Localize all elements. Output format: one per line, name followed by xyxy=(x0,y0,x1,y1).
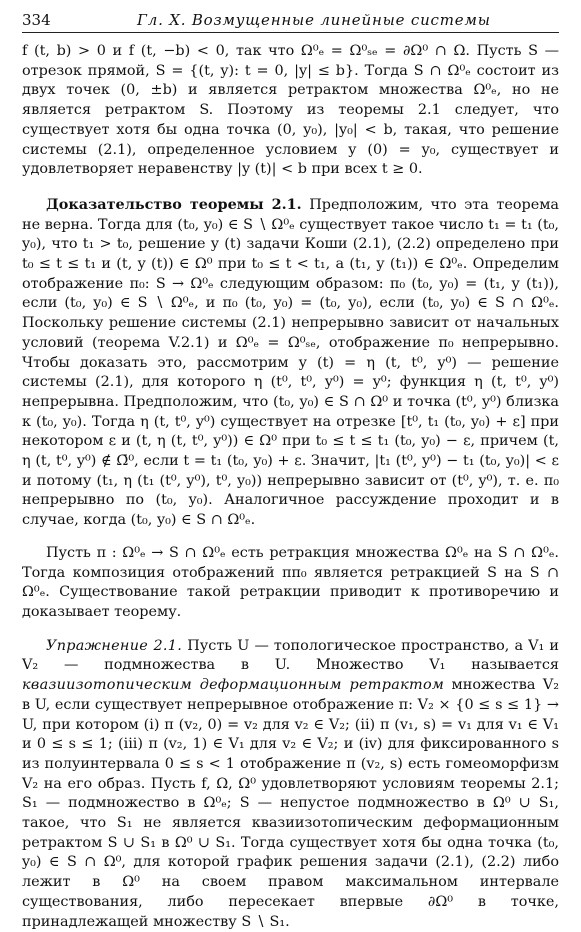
paragraph-exercise xyxy=(22,637,559,932)
exercise-heading: Упражнение 2.1. xyxy=(46,637,183,654)
page-body xyxy=(22,42,559,932)
page-header xyxy=(22,8,559,33)
page-number: 334 xyxy=(22,11,51,29)
exercise-term: квазиизотопическим деформационным ретрактом xyxy=(22,677,445,694)
paragraph-conclusion: Пусть π : Ω⁰ₑ → S ∩ Ω⁰ₑ есть ретракция множества Ω⁰ₑ на S ∩ Ω⁰ₑ. Тогда композиция отображений ππ₀ является ретракцией S на S ∩ Ω⁰ₑ. Существование такой ретракции приводит к противоречию и доказывает теорему. xyxy=(22,544,559,620)
exercise-text-a: Пусть U — топологическое пространство, а V₁ и V₂ — подмножества в U. Множество V₁ называется xyxy=(22,637,559,674)
exercise-text-b: множества V₂ в U, если существует непрерывное отображение π: V₂ × {0 ≤ s ≤ 1} → U, при котором (i) π (v₂, 0) = v₂ для v₂ ∈ V₂; (ii) π (v₁, s) = v₁ для v₁ ∈ V₁ и 0 ≤ s ≤ 1; (iii) π (v₂, 1) ∈ V₁ для v₂ ∈ V₂; и (iv) для фиксированного s из полуинтервала 0 ≤ s < 1 отображение π (v₂, s) есть гомеоморфизм V₂ на его образ. Пусть f, Ω, Ω⁰ удовлетворяют условиям теоремы 2.1; S₁ — подмножество в Ω⁰ₑ; S — непустое подмножество в Ω⁰ ∪ S₁, такое, что S₁ не является квазиизотопическим деформационным ретрактом S ∪ S₁ в Ω⁰ ∪ S₁. Тогда существует хотя бы одна точка (t₀, y₀) ∈ S ∩ Ω⁰, для которой график решения задачи (2.1), (2.2) либо лежит в Ω⁰ на своем правом максимальном интервале существования, либо пересекает впервые ∂Ω⁰ в точке, принадлежащей множеству S ∖ S₁. xyxy=(22,677,559,930)
proof-text: Предположим, что эта теорема не верна. Тогда для (t₀, y₀) ∈ S ∖ Ω⁰ₑ существует такое число t₁ = t₁ (t₀, y₀), что t₁ > t₀, решение y (t) задачи Коши (2.1), (2.2) определено при t₀ ≤ t ≤ t₁ и (t, y (t)) ∈ Ω⁰ при t₀ ≤ t < t₁, а (t₁, y (t₁)) ∈ Ω⁰ₑ. Определим отображение π₀: S → Ω⁰ₑ следующим образом: π₀ (t₀, y₀) = (t₁, y (t₁)), если (t₀, y₀) ∈ S ∖ Ω⁰ₑ, и π₀ (t₀, y₀) = (t₀, y₀), если (t₀, y₀) ∈ S ∩ Ω⁰ₑ. Поскольку решение системы (2.1) непрерывно зависит от начальных условий (теорема V.2.1) и Ω⁰ₑ = Ω⁰ₛₑ, отображение π₀ непрерывно. Чтобы доказать это, рассмотрим y (t) = η (t, t⁰, y⁰) — решение системы (2.1), для которого η (t⁰, t⁰, y⁰) = y⁰; функция η (t, t⁰, y⁰) непрерывна. Предположим, что (t₀, y₀) ∈ S ∩ Ω⁰ и точка (t⁰, y⁰) близка к (t₀, y₀). Тогда η (t, t⁰, y⁰) существует на отрезке [t⁰, t₁ (t₀, y₀) + ε] при некотором ε и (t, η (t, t⁰, y⁰)) ∈ Ω⁰ при t₀ ≤ t ≤ t₁ (t₀, y₀) − ε, причем (t, η (t, t⁰, y⁰) ∉ Ω̄⁰, если t = t₁ (t₀, y₀) + ε. Значит, |t₁ (t⁰, y⁰) − t₁ (t₀, y₀)| < ε и потому (t₁, η (t₁ (t⁰, y⁰), t⁰, y₀)) непрерывно зависит от (t⁰, y⁰), т. е. π₀ непрерывно по (t₀, y₀). Аналогичное рассуждение проходит и в случае, когда (t₀, y₀) ∈ S ∩ Ω⁰ₑ. xyxy=(22,196,559,529)
paragraph-example-end: f (t, b) > 0 и f (t, −b) < 0, так что Ω⁰ₑ = Ω⁰ₛₑ = ∂Ω⁰ ∩ Ω. Пусть S — отрезок прямой, S = {(t, y): t = 0, |y| ≤ b}. Тогда S ∩ Ω⁰ₑ состоит из двух точек (0, ±b) и является ретрактом множества Ω⁰ₑ, но не является ретрактом S. Поэтому из теоремы 2.1 следует, что существует хотя бы одна точка (0, y₀), |y₀| < b, такая, что решение системы (2.1), определенное условием y (0) = y₀, существует и удовлетворяет неравенству |y (t)| < b при всех t ≥ 0. xyxy=(22,43,559,178)
running-title: Гл. X. Возмущенные линейные системы xyxy=(137,11,491,29)
paragraph-proof xyxy=(22,195,559,531)
proof-heading: Доказательство теоремы 2.1. xyxy=(46,195,302,213)
